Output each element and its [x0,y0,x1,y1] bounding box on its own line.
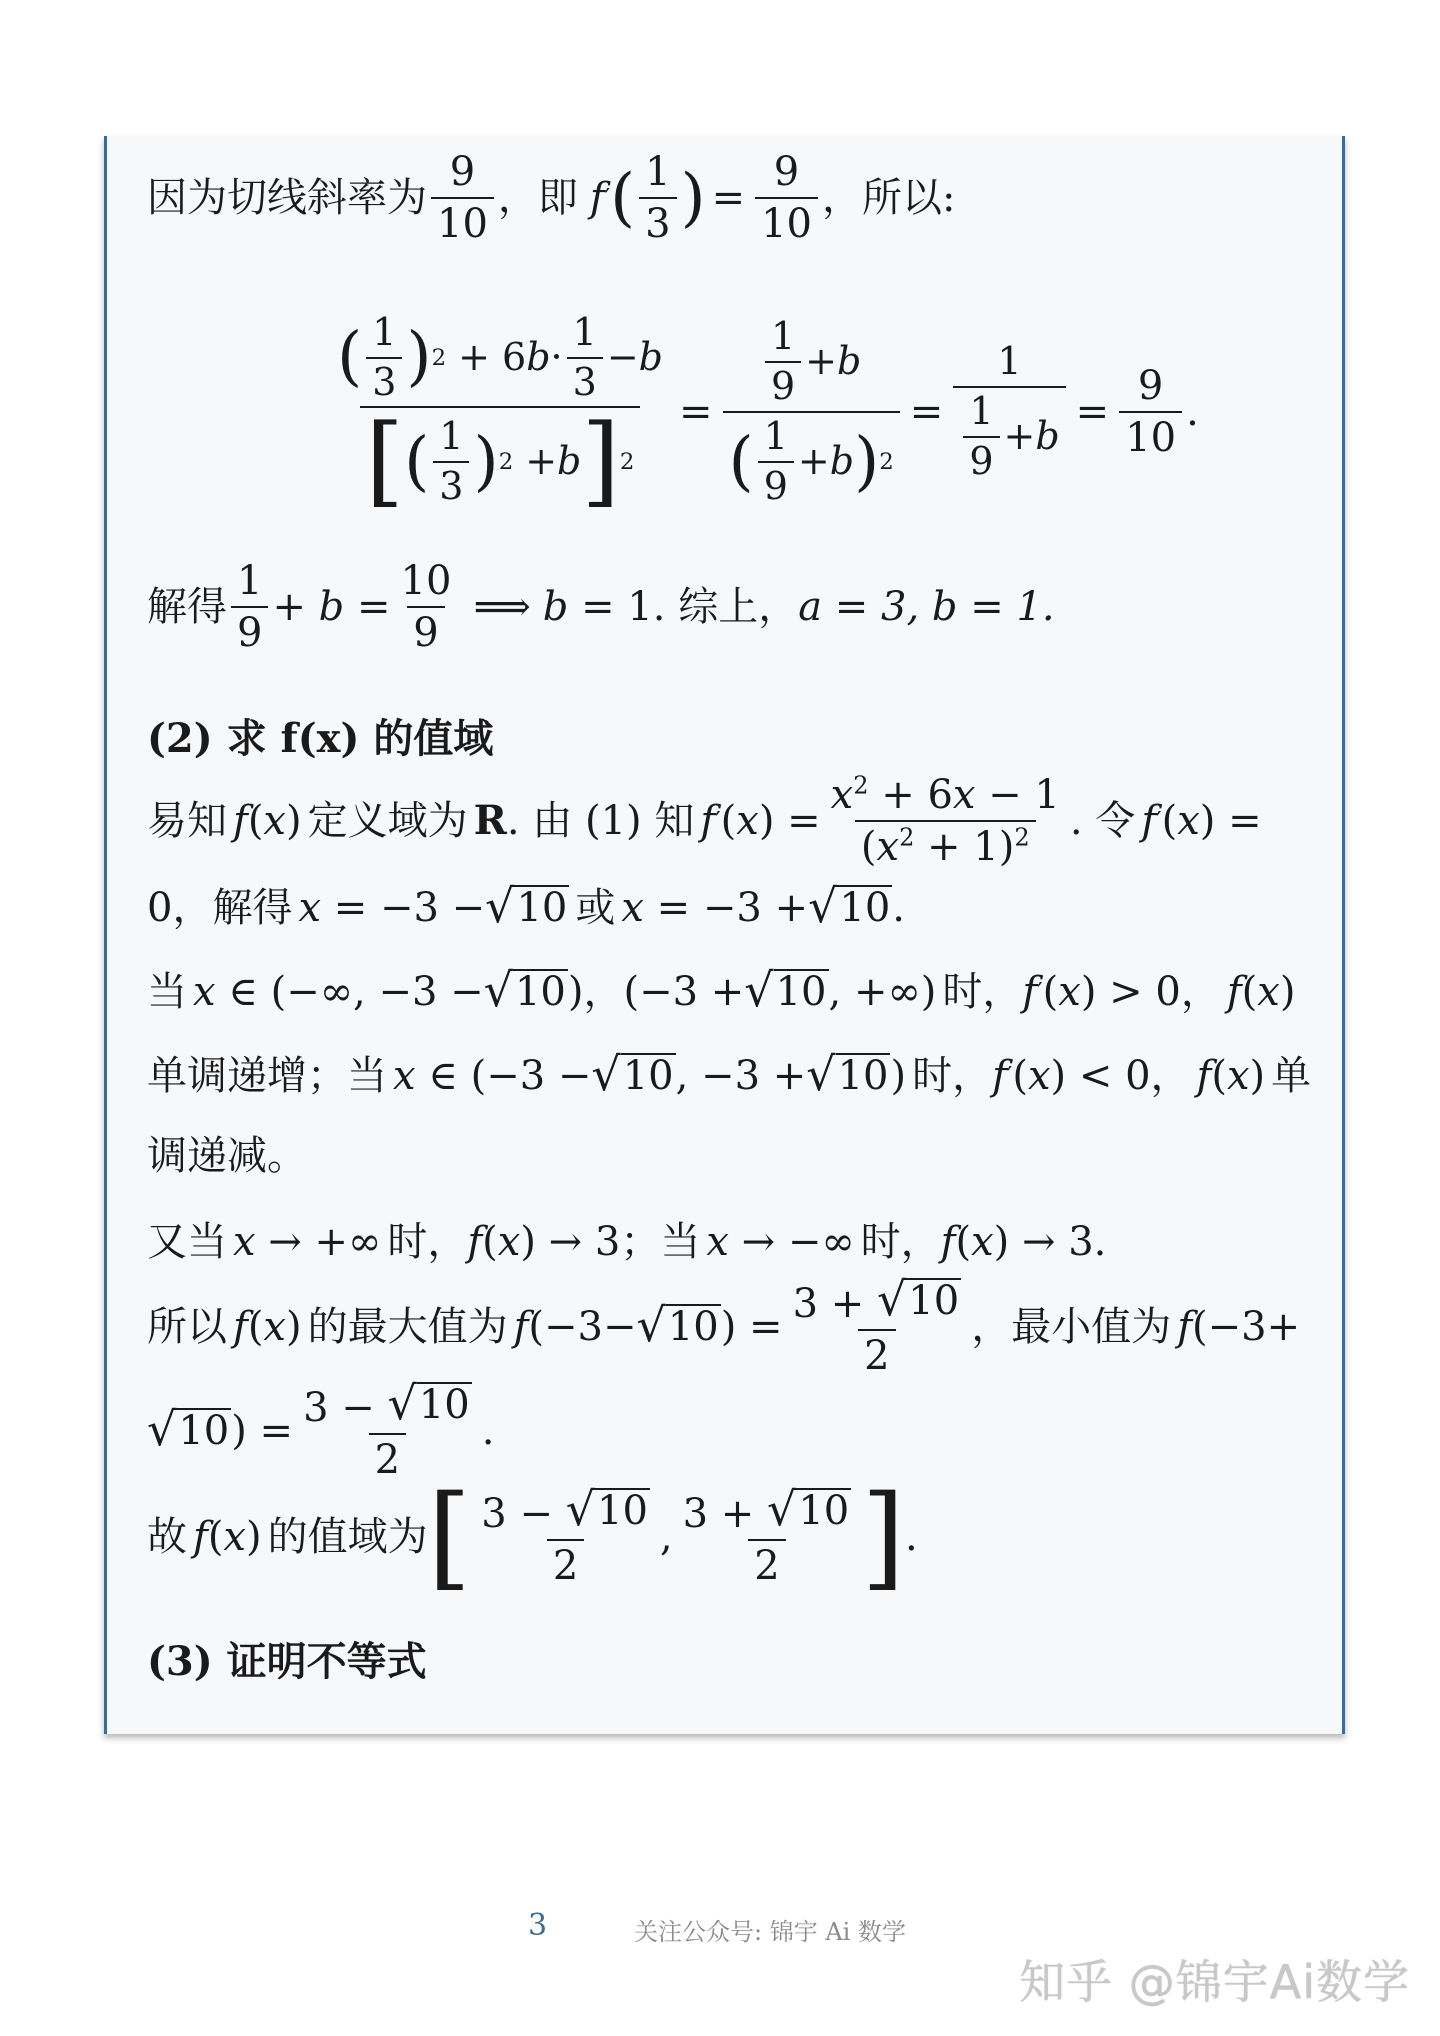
fraction: 3 − √ 10 2 [481,1481,648,1589]
domain-statement: 易知 f ( x ) 定义域为 R . 由 (1) 知 f ′ ( x ) = $\frac{x^2 + 6x - 1}{(x^2 + 1)^2}$ . 令 f ′ ( x ) = [147,771,1262,870]
fraction: $\frac{9}{10}$ [1119,365,1182,459]
fraction: $\frac{1}{9}$ [231,560,268,654]
fraction: $\frac{1}{9}$ + b ( $\frac{1}{9}$ + b ) 2 [723,317,900,507]
page-number: 3 [528,1908,548,1943]
page-footer [0,1908,1440,1948]
text: 时， [860,1219,941,1265]
fraction: $\frac{1}{3}$ [639,151,676,245]
text: 或 [575,885,616,931]
text: 故 [147,1514,187,1560]
real-numbers: R [473,797,507,844]
text: 时， [912,1053,993,1099]
text: . 由 (1) 知 [506,798,695,844]
fraction: $\frac{9}{10}$ [431,151,494,245]
critical-points: 0，解得 x = −3 − √ 10 或 x = −3 + √ 10 . [147,879,906,933]
text: . 综上， [652,584,799,630]
solve-b: 解得 $\frac{1}{9}$ + b = $\frac{10}{9}$ ⟹ b = 1 . 综上， a = 3, b = 1. [147,558,1055,656]
fraction: $\frac{x^2 + 6x - 1}{(x^2 + 1)^2}$ [830,771,1060,870]
fraction: 3 − √ 10 2 [303,1375,470,1483]
fraction: 1 $\frac{1}{9}$ + b [953,342,1065,482]
watermark: 知乎 @锦宇Ai数学 [1019,1955,1410,2009]
decreasing-interval: 单调递增；当 x ∈ (−3 − √ 10 , −3 + √ 10 ) 时， f ′ ( x ) < 0， f ( x ) 单 [147,1047,1312,1101]
fraction: 3 + √ 10 2 [682,1481,850,1589]
text: . 令 [1069,798,1136,844]
result: a = 3, b = 1. [798,584,1055,630]
text: ；当 [620,1219,701,1265]
text: 定义域为 [307,798,468,844]
section-heading-2: (2) 求 f(x) 的值域 [147,715,494,762]
text: 的最大值为 [307,1304,508,1350]
range-conclusion: 故 f ( x ) 的值域为 [ 3 − √ 10 2 , 3 + √ 10 2 ] . [147,1472,918,1602]
max-min-values: 所以 f ( x ) 的最大值为 f (−3− √ 10 ) = 3 + √ 10 2 ，最小值为 f (−3+ [147,1271,1301,1379]
section-heading-3: (3) 证明不等式 [147,1638,427,1685]
text: 所以 [147,1304,227,1350]
text-line: 调递减。 [147,1133,307,1179]
text: ，最小值为 [971,1304,1172,1350]
fraction: 3 + √ 10 2 [792,1271,960,1379]
text: 易知 [147,798,227,844]
fraction: $\frac{9}{10}$ [755,151,818,245]
text: 解得 [147,584,227,630]
increasing-intervals: 当 x ∈ (−∞, −3 − √ 10 )，(−3 + √ 10 , +∞) 时， f ′ ( x ) > 0， f ( x ) [147,963,1296,1017]
text: 单 [1271,1053,1312,1099]
text: 0，解得 [147,885,293,931]
slope-statement: 因为切线斜率为 $\frac{9}{10}$ ，即 f ′ ( $\frac{1}{3}$ ) = $\frac{9}{10}$ ，所以: [147,149,956,247]
text: 又当 [147,1219,227,1265]
text: 时， [387,1219,468,1265]
fraction: $\frac{10}{9}$ [400,558,452,656]
follow-text: 关注公众号: 锦宇 Ai 数学 [634,1918,906,1946]
limits: 又当 x → +∞ 时， f ( x ) → 3 ；当 x → −∞ 时， f ( x ) → 3. [147,1219,1107,1265]
text: ，即 [497,175,578,221]
text: 当 [147,969,187,1015]
fraction: ( $\frac{1}{3}$ ) 2 + 6 b · $\frac{1}{3}$ − b [ ( $\frac{1}{3}$ ) 2 + b ] 2 [337,309,663,519]
main-equation: ( $\frac{1}{3}$ ) 2 + 6 b · $\frac{1}{3}$ − b [ ( $\frac{1}{3}$ ) 2 + b ] 2 = $\frac{1}{9}$ + b ( $\frac{1}{9}$ + b ) 2 = 1 $\frac{1}{9}$ + b = $\frac{9}{10}$ . [327,312,1199,512]
text: 单调递增；当 [147,1053,387,1099]
text: 因为切线斜率为 [147,175,427,221]
min-value-continued: √ 10 ) = 3 − √ 10 2 . [147,1375,495,1483]
text: ，所以: [821,175,956,221]
text: 时， [942,969,1023,1015]
solution-panel [104,136,1345,1734]
text: 的值域为 [267,1514,428,1560]
